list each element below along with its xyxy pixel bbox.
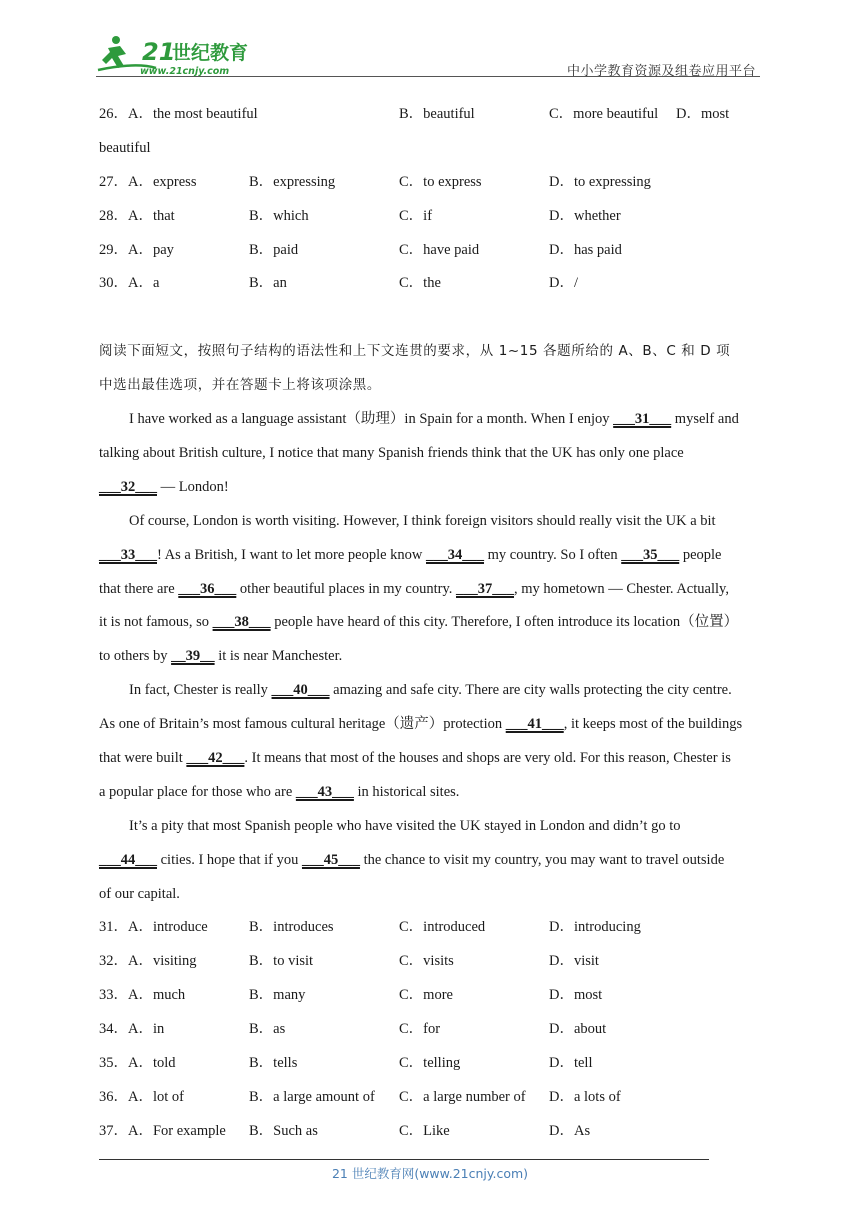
option-a: 29．A．pay: [99, 241, 174, 258]
passage-text: my country. So I often: [484, 546, 622, 563]
option-d: D．introducing: [549, 919, 641, 936]
option-b: B．many: [249, 987, 306, 1004]
passage-line: [99, 539, 763, 573]
passage-text: , it keeps most of the buildings: [563, 716, 743, 733]
question-28-options: [99, 200, 763, 234]
passage-line: talking about British culture, I notice that many Spanish friends think that the UK has only one place: [99, 445, 684, 462]
option-a: 37．A．For example: [99, 1122, 226, 1139]
question-33-options: [99, 979, 763, 1013]
option-c: C．introduced: [399, 919, 486, 936]
option-c: C．Like: [399, 1122, 450, 1139]
passage-line: [99, 708, 763, 742]
option-a: 32．A．visiting: [99, 953, 197, 970]
header-divider: [96, 76, 760, 77]
passage-text: the chance to visit my country, you may want to travel outside: [359, 851, 725, 868]
blank-34: ___34___: [426, 546, 485, 563]
passage-text: that were built: [99, 750, 187, 767]
footer-link[interactable]: 21 世纪教育网(www.21cnjy.com): [331, 1166, 529, 1181]
option-b: B．which: [249, 207, 309, 224]
section-gap: [99, 301, 763, 335]
blank-40: ___40___: [271, 682, 330, 699]
question-31-options: [99, 911, 763, 945]
option-d: D．visit: [549, 953, 599, 970]
passage-text: — London!: [157, 478, 229, 495]
blank-37: ___37___: [456, 580, 515, 597]
blank-44: ___44___: [99, 851, 157, 868]
blank-38: ___38___: [212, 614, 271, 631]
passage-text: myself and: [671, 411, 739, 428]
svg-text:www.21cnjy.com: www.21cnjy.com: [140, 66, 230, 77]
passage-line: [99, 573, 763, 607]
option-a: 26．A．the most beautiful: [99, 106, 258, 122]
option-b: B．paid: [249, 241, 299, 258]
blank-45: ___45___: [301, 851, 360, 868]
passage-line: Of course, London is worth visiting. However, I think foreign visitors should really visit the UK a bit: [129, 512, 716, 529]
passage-text: a popular place for those who are: [99, 783, 296, 800]
passage-text: amazing and safe city. There are city walls protecting the city centre.: [329, 682, 732, 699]
option-b: B．expressing: [249, 173, 336, 190]
passage-text: As one of Britain’s most famous cultural heritage（遗产）protection: [99, 716, 506, 733]
blank-39: __39__: [171, 648, 215, 665]
passage-line: [99, 844, 763, 878]
option-a: 27．A．express: [99, 173, 197, 190]
option-c: C．a large number of: [399, 1088, 526, 1105]
blank-36: ___36___: [178, 580, 237, 597]
passage-text: , my hometown — Chester. Actually,: [514, 580, 729, 597]
option-b: B．tells: [249, 1055, 298, 1072]
option-b: B．beautiful: [399, 106, 475, 122]
passage-line: [99, 776, 763, 810]
blank-31: ___31___: [613, 411, 672, 428]
option-d: D．tell: [549, 1055, 593, 1072]
passage-text: . It means that most of the houses and shops are very old. For this reason, Chester is: [244, 750, 731, 767]
option-c: C．for: [399, 1021, 441, 1038]
passage-line: [99, 606, 763, 640]
blank-41: ___41___: [505, 716, 564, 733]
passage-text: cities. I hope that if you: [157, 851, 302, 868]
option-d: D．to expressing: [549, 173, 651, 190]
option-d: D．about: [549, 1021, 607, 1038]
passage-line: [99, 640, 763, 674]
option-c: C．visits: [399, 953, 454, 970]
option-c: C．more: [399, 987, 453, 1004]
passage-line: of our capital.: [99, 885, 180, 902]
instructions-line-1: 阅读下面短文，按照句子结构的语法性和上下文连贯的要求，从 1~15 各题所给的 A、B、C 和 D 项: [99, 343, 731, 360]
question-37-options: [99, 1115, 763, 1149]
question-30-options: [99, 267, 763, 301]
passage-line: [99, 403, 763, 437]
passage-text: other beautiful places in my country.: [236, 580, 457, 597]
question-35-options: [99, 1047, 763, 1081]
question-29-options: [99, 234, 763, 268]
page-header: [0, 0, 860, 80]
passage-text: it is not famous, so: [99, 614, 213, 631]
option-d: D．has paid: [549, 241, 622, 258]
passage-text: ! As a British, I want to let more people know: [157, 546, 427, 563]
svg-text:世纪教育: 世纪教育: [172, 42, 249, 64]
question-26-options: [99, 98, 763, 132]
option-b: B．a large amount of: [249, 1088, 375, 1105]
option-b: B．introduces: [249, 919, 334, 936]
option-c: C．telling: [399, 1055, 461, 1072]
passage-text: in historical sites.: [353, 783, 460, 800]
option-d: D．/: [549, 275, 578, 292]
passage-line: [99, 471, 763, 505]
option-a: 31．A．introduce: [99, 919, 208, 936]
question-27-options: [99, 166, 763, 200]
blank-35: ___35___: [621, 546, 680, 563]
option-a: 30．A．a: [99, 275, 160, 292]
blank-43: ___43___: [295, 783, 354, 800]
passage-text: to others by: [99, 648, 172, 665]
instructions-line-2: 中选出最佳选项，并在答题卡上将该项涂黑。: [99, 377, 381, 394]
option-c: C．more beautiful: [549, 106, 659, 122]
option-d: D．most: [549, 987, 603, 1004]
passage-line: It’s a pity that most Spanish people who have visited the UK stayed in London and didn’t go to: [129, 817, 681, 834]
option-d: D．most: [676, 106, 730, 122]
passage-line: [99, 742, 763, 776]
question-32-options: [99, 945, 763, 979]
option-c: C．to express: [399, 173, 482, 190]
question-26-continuation: beautiful: [99, 139, 151, 156]
blank-32: ___32___: [99, 478, 157, 495]
option-b: B．Such as: [249, 1122, 318, 1139]
svg-text:21: 21: [142, 38, 176, 66]
option-b: B．as: [249, 1021, 286, 1038]
option-d: D．As: [549, 1122, 591, 1139]
document-body: [99, 98, 763, 1149]
option-b: B．to visit: [249, 953, 314, 970]
footer-divider: [99, 1159, 709, 1160]
option-b: B．an: [249, 275, 287, 292]
passage-text: that there are: [99, 580, 179, 597]
logo-graphic: [96, 34, 266, 78]
site-logo[interactable]: [96, 34, 266, 78]
passage-line: [99, 674, 763, 708]
option-c: C．the: [399, 275, 441, 292]
blank-42: ___42___: [186, 750, 245, 767]
option-c: C．have paid: [399, 241, 480, 258]
passage-text: people: [679, 546, 722, 563]
blank-33: ___33___: [99, 546, 157, 563]
option-a: 35．A．told: [99, 1055, 176, 1072]
passage-text: I have worked as a language assistant（助理）in Spain for a month. When I enjoy: [129, 411, 614, 428]
option-c: C．if: [399, 207, 433, 224]
option-a: 34．A．in: [99, 1021, 165, 1038]
option-a: 28．A．that: [99, 207, 175, 224]
option-a: 36．A．lot of: [99, 1088, 184, 1105]
option-d: D．whether: [549, 207, 621, 224]
question-34-options: [99, 1013, 763, 1047]
question-36-options: [99, 1081, 763, 1115]
site-title: 中小学教育资源及组卷应用平台: [566, 64, 756, 79]
option-d: D．a lots of: [549, 1088, 621, 1105]
passage-text: In fact, Chester is really: [129, 682, 272, 699]
passage-text: it is near Manchester.: [214, 648, 343, 665]
option-a: 33．A．much: [99, 987, 186, 1004]
passage-text: people have heard of this city. Therefore, I often introduce its location（位置）: [270, 614, 739, 631]
